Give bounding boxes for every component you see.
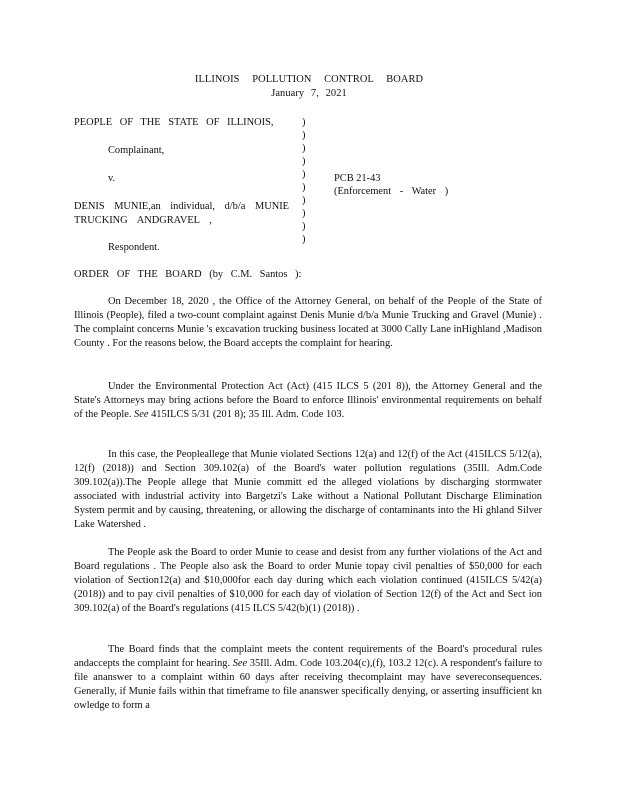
caption-bracket: ) <box>302 195 306 206</box>
paragraph-authority <box>74 380 542 422</box>
order-date: January 7, 2021 <box>271 88 347 99</box>
paragraph-authority-citation: 415ILCS 5/31 (201 8); 35 Ill. Adm. Code 103. <box>151 409 345 420</box>
complainant-label: Complainant, <box>108 145 165 156</box>
paragraph-relief: The People ask the Board to order Munie to cease and desist from any further violations of the Act and Board regulations . The People also ask the Board to order Munie topay civil penalties of $50,000 for each violation of Section12(a) and $10,000for each day during which each violation continued (415ILCS 5/42(a) (2018)) and to pay civil penalties of $10,000 for each day of violation of Section 12(f) of the Act and Sect ion 309.102(a) of the Board's regulations (415 ILCS 5/42(b)(1) (2018)) . <box>74 547 542 614</box>
case-number: PCB 21-43 <box>334 173 381 184</box>
see-signal: See <box>232 658 248 669</box>
case-type: (Enforcement - Water ) <box>334 186 449 197</box>
caption-bracket: ) <box>302 221 306 232</box>
caption-bracket: ) <box>302 208 306 219</box>
defendant-name-line1: DENIS MUNIE,an individual, d/b/a MUNIE <box>74 201 290 212</box>
caption-bracket: ) <box>302 117 306 128</box>
respondent-label: Respondent. <box>108 242 160 253</box>
paragraph-acceptance <box>74 643 542 713</box>
caption-bracket: ) <box>302 143 306 154</box>
caption-bracket: ) <box>302 169 306 180</box>
board-title: ILLINOIS POLLUTION CONTROL BOARD <box>194 74 424 85</box>
defendant-name-line2: TRUCKING ANDGRAVEL , <box>74 215 212 226</box>
order-heading: ORDER OF THE BOARD (by C.M. Santos ): <box>74 269 302 280</box>
paragraph-allegations: In this case, the Peopleallege that Munie violated Sections 12(a) and 12(f) of the Act (415ILCS 5/12(a), 12(f) (2018)) and Section 309.102(a) of the Board's water pollution regulations (35Ill. Adm.Code 309.102(a)).The People allege that Munie committ ed the alleged violations by discharging stormwater associated with industrial activity into Bargetzi's Lake without a National Pollutant Discharge Elimination System permit and by causing, threatening, or allowing the discharge of contaminants into the Hi ghland Silver Lake Watershed . <box>74 449 542 530</box>
caption-bracket: ) <box>302 130 306 141</box>
paragraph-acceptance-citation: 35Ill. Adm. Code 103.204(c),(f), 103.2 12(c). A respondent's failure to file ananswer to a complaint within 60 days after receiving thecomplaint may have severeconsequences. Generally, if Munie fails within that timeframe to file ananswer specifically denying, or asserting insufficient kn owledge to form a <box>74 658 542 711</box>
paragraph-filing: On December 18, 2020 , the Office of the Attorney General, on behalf of the People of the State of Illinois (People), filed a two-count complaint against Denis Munie d/b/a Munie Trucking and Gravel (Munie) . The complaint concerns Munie 's excavation trucking business located at 3000 Cally Lane inHighland ,Madison County . For the reasons below, the Board accepts the complaint for hearing. <box>74 296 542 349</box>
caption-bracket: ) <box>302 234 306 245</box>
paragraph-authority-text: Under the Environmental Protection Act (Act) (415 ILCS 5 (201 8)), the Attorney General and the State's Attorneys may bring actions before the Board to enforce Illinois' environmental requirements on behalf of the People. <box>74 381 542 420</box>
caption-bracket: ) <box>302 156 306 167</box>
see-signal: See <box>134 409 149 420</box>
versus-label: v. <box>108 173 116 184</box>
plaintiff-name: PEOPLE OF THE STATE OF ILLINOIS, <box>74 117 274 128</box>
paragraph-acceptance-text: The Board finds that the complaint meets the content requirements of the Board's procedural rules andaccepts the complaint for hearing. <box>74 644 542 669</box>
caption-bracket: ) <box>302 182 306 193</box>
